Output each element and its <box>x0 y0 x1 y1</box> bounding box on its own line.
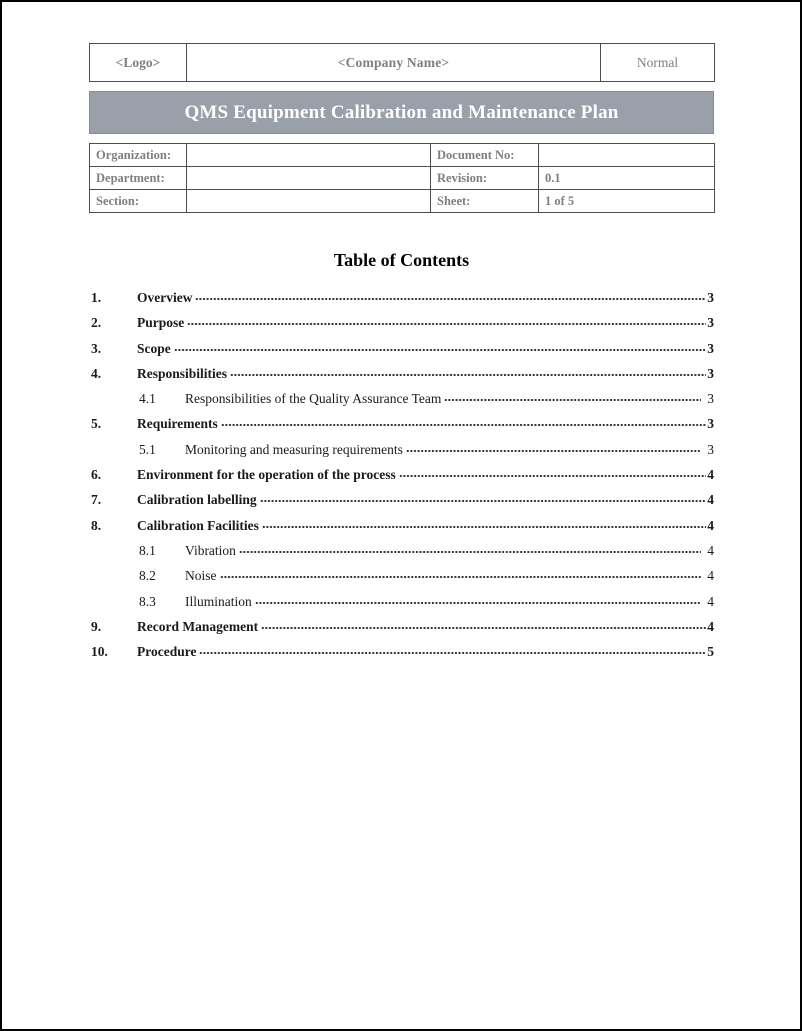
toc-dot-leader <box>187 322 706 327</box>
toc-entry-number: 9. <box>91 618 102 634</box>
toc-entry-page: 4 <box>707 618 714 634</box>
toc-entry[interactable] <box>89 487 714 512</box>
document-title-banner: QMS Equipment Calibration and Maintenance Plan <box>89 91 714 134</box>
toc-entry-title: Noise <box>185 568 217 584</box>
toc-dot-leader <box>399 474 707 479</box>
toc-entry-page: 4 <box>707 568 714 584</box>
toc-dot-leader <box>262 525 706 530</box>
department-label: Department: <box>90 167 187 190</box>
toc-dot-leader <box>221 423 707 428</box>
doc-status-cell: Normal <box>601 44 715 82</box>
toc-entry-title: Scope <box>137 340 171 356</box>
toc-entry[interactable] <box>89 614 714 639</box>
toc-list <box>89 285 714 664</box>
revision-label: Revision: <box>431 167 539 190</box>
document-info-table <box>89 143 715 213</box>
toc-dot-leader <box>174 348 707 353</box>
toc-dot-leader <box>406 449 701 454</box>
toc-entry-page: 3 <box>707 441 714 457</box>
header-table <box>89 43 715 82</box>
document-content <box>89 43 714 664</box>
toc-entry[interactable] <box>89 538 714 563</box>
info-row-department <box>90 167 715 190</box>
toc-entry[interactable] <box>89 589 714 614</box>
toc-entry-number: 7. <box>91 492 102 508</box>
header-row <box>90 44 715 82</box>
toc-entry-number: 6. <box>91 467 102 483</box>
toc-entry-number: 5. <box>91 416 102 432</box>
toc-entry[interactable] <box>89 563 714 588</box>
toc-heading: Table of Contents <box>333 250 470 270</box>
toc-entry-page: 3 <box>707 290 714 305</box>
toc-entry-title: Illumination <box>185 593 252 609</box>
document-no-label: Document No: <box>431 144 539 167</box>
toc-entry-page: 3 <box>707 315 714 331</box>
company-name-placeholder: <Company Name> <box>187 44 601 82</box>
toc-entry-page: 3 <box>707 365 714 381</box>
toc-entry-page: 4 <box>707 467 714 483</box>
toc-entry-page: 3 <box>707 416 714 432</box>
toc-entry-title: Calibration Facilities <box>137 517 259 533</box>
toc-entry-number: 8. <box>91 517 102 533</box>
toc-entry-title: Monitoring and measuring requirements <box>185 441 403 457</box>
toc-entry-number: 10. <box>91 644 108 660</box>
toc-entry-title: Procedure <box>137 644 197 660</box>
toc-entry-page: 4 <box>707 542 714 558</box>
toc-entry-number: 2. <box>91 315 102 331</box>
toc-dot-leader <box>220 575 702 580</box>
info-row-organization <box>90 144 715 167</box>
toc-entry-page: 5 <box>707 644 714 660</box>
sheet-value: 1 of 5 <box>539 190 715 213</box>
toc-entry-number: 8.2 <box>139 568 156 584</box>
document-no-value <box>539 144 715 167</box>
toc-entry-number: 5.1 <box>139 441 156 457</box>
toc-entry-page: 4 <box>707 492 714 508</box>
toc-entry-title: Environment for the operation of the process <box>137 467 396 483</box>
revision-value: 0.1 <box>539 167 715 190</box>
toc-dot-leader <box>255 601 702 606</box>
toc-entry-title: Calibration labelling <box>137 492 257 508</box>
sheet-label: Sheet: <box>431 190 539 213</box>
toc-dot-leader <box>444 398 701 403</box>
toc-entry-number: 8.1 <box>139 542 156 558</box>
toc-dot-leader <box>261 626 706 631</box>
toc-entry[interactable] <box>89 437 714 462</box>
info-row-section <box>90 190 715 213</box>
section-value <box>187 190 431 213</box>
organization-label: Organization: <box>90 144 187 167</box>
toc-entry-number: 3. <box>91 340 102 356</box>
toc-entry-page: 4 <box>707 517 714 533</box>
toc-entry-title: Vibration <box>185 542 236 558</box>
toc-entry-title: Responsibilities of the Quality Assurance Team <box>185 391 442 407</box>
toc-entry-number: 8.3 <box>139 593 156 609</box>
toc-entry-page: 3 <box>707 340 714 356</box>
department-value <box>187 167 431 190</box>
toc-entry-page: 4 <box>707 593 714 609</box>
toc-entry[interactable] <box>89 411 714 436</box>
toc-entry-number: 1. <box>91 290 102 305</box>
toc-dot-leader <box>239 550 701 555</box>
toc-entry[interactable] <box>89 285 714 310</box>
toc-entry[interactable] <box>89 513 714 538</box>
toc-entry-title: Record Management <box>137 618 259 634</box>
toc-entry-page: 3 <box>707 391 714 407</box>
toc-entry[interactable] <box>89 310 714 335</box>
toc-entry-title: Responsibilities <box>137 365 228 381</box>
toc-dot-leader <box>260 499 707 504</box>
toc-dot-leader <box>230 373 706 378</box>
toc-entry-title: Requirements <box>137 416 218 432</box>
toc-entry-title: Purpose <box>137 315 185 331</box>
organization-value <box>187 144 431 167</box>
toc-entry[interactable] <box>89 386 714 411</box>
toc-dot-leader <box>199 651 706 656</box>
toc-entry[interactable] <box>89 336 714 361</box>
toc-entry[interactable] <box>89 639 714 664</box>
logo-placeholder: <Logo> <box>90 44 187 82</box>
toc-dot-leader <box>195 297 706 302</box>
toc-entry[interactable] <box>89 361 714 386</box>
toc-entry-number: 4. <box>91 365 102 381</box>
toc-entry[interactable] <box>89 462 714 487</box>
section-label: Section: <box>90 190 187 213</box>
toc-entry-title: Overview <box>137 290 193 305</box>
toc-entry-number: 4.1 <box>139 391 156 407</box>
